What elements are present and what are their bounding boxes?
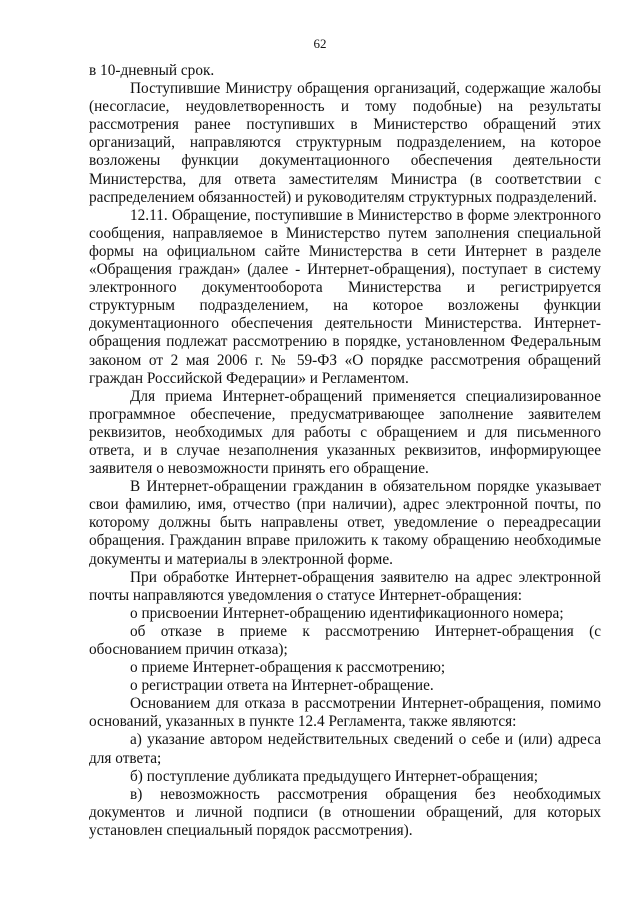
paragraph: в) невозможность рассмотрения обращения без необходимых документов и личной подписи (в отношении обращений, для которых установлен специальный порядок рассмотрения).	[89, 785, 601, 839]
paragraph: о регистрации ответа на Интернет-обращение.	[130, 677, 434, 695]
page-number: 62	[313, 36, 327, 51]
paragraph: Для приема Интернет-обращений применяется специализированное программное обеспечение, предусматривающее заполнение заявителем реквизитов, необходимых для работы с обращением и для письменного ответа, и в случае незаполнения указанных реквизитов, информирующее заявителя о невозможности принять его обращение.	[89, 387, 601, 478]
paragraph: а) указание автором недействительных сведений о себе и (или) адреса для ответа;	[89, 731, 601, 767]
paragraph: об отказе в приеме к рассмотрению Интернет-обращения (с обоснованием причин отказа);	[89, 622, 601, 658]
paragraph: 12.11. Обращение, поступившие в Министерство в форме электронного сообщения, направляемое в Министерство путем заполнения специальной формы на официальном сайте Министерства в сети Интернет в разделе «Обращения граждан» (далее - Интернет-обращения), поступает в систему электронного документооборота Министерства и регистрируется структурным подразделением, на которое возложены функции документационного обеспечения деятельности Министерства. Интернет-обращения подлежат рассмотрению в порядке, установленном Федеральным законом от 2 мая 2006 г. № 59-ФЗ «О порядке рассмотрения обращений граждан Российской Федерации» и Регламентом.	[89, 206, 601, 387]
paragraph: При обработке Интернет-обращения заявителю на адрес электронной почты направляются уведомления о статусе Интернет-обращения:	[89, 568, 601, 604]
paragraph: В Интернет-обращении гражданин в обязательном порядке указывает свои фамилию, имя, отчество (при наличии), адрес электронной почты, по которому должны быть направлены ответ, уведомление о переадресации обращения. Гражданин вправе приложить к такому обращению необходимые документы и материалы в электронной форме.	[89, 478, 601, 568]
paragraph: б) поступление дубликата предыдущего Интернет-обращения;	[130, 767, 539, 785]
paragraph: в 10-дневный срок.	[89, 62, 215, 79]
paragraph: Поступившие Министру обращения организаций, содержащие жалобы (несогласие, неудовлетворенность и тому подобные) на результаты рассмотрения ранее поступивших в Министерство обращений этих организаций, направляются структурным подразделением, на которое возложены функции документационного обеспечения деятельности Министерства, для ответа заместителям Министра (в соответствии с распределением обязанностей) и руководителям структурных подразделений.	[89, 80, 601, 206]
document-body	[89, 62, 601, 840]
paragraph: о приеме Интернет-обращения к рассмотрению;	[130, 659, 446, 677]
paragraph: Основанием для отказа в рассмотрении Интернет-обращения, помимо оснований, указанных в пункте 12.4 Регламента, также являются:	[89, 695, 601, 731]
paragraph: о присвоении Интернет-обращению идентификационного номера;	[130, 604, 564, 622]
